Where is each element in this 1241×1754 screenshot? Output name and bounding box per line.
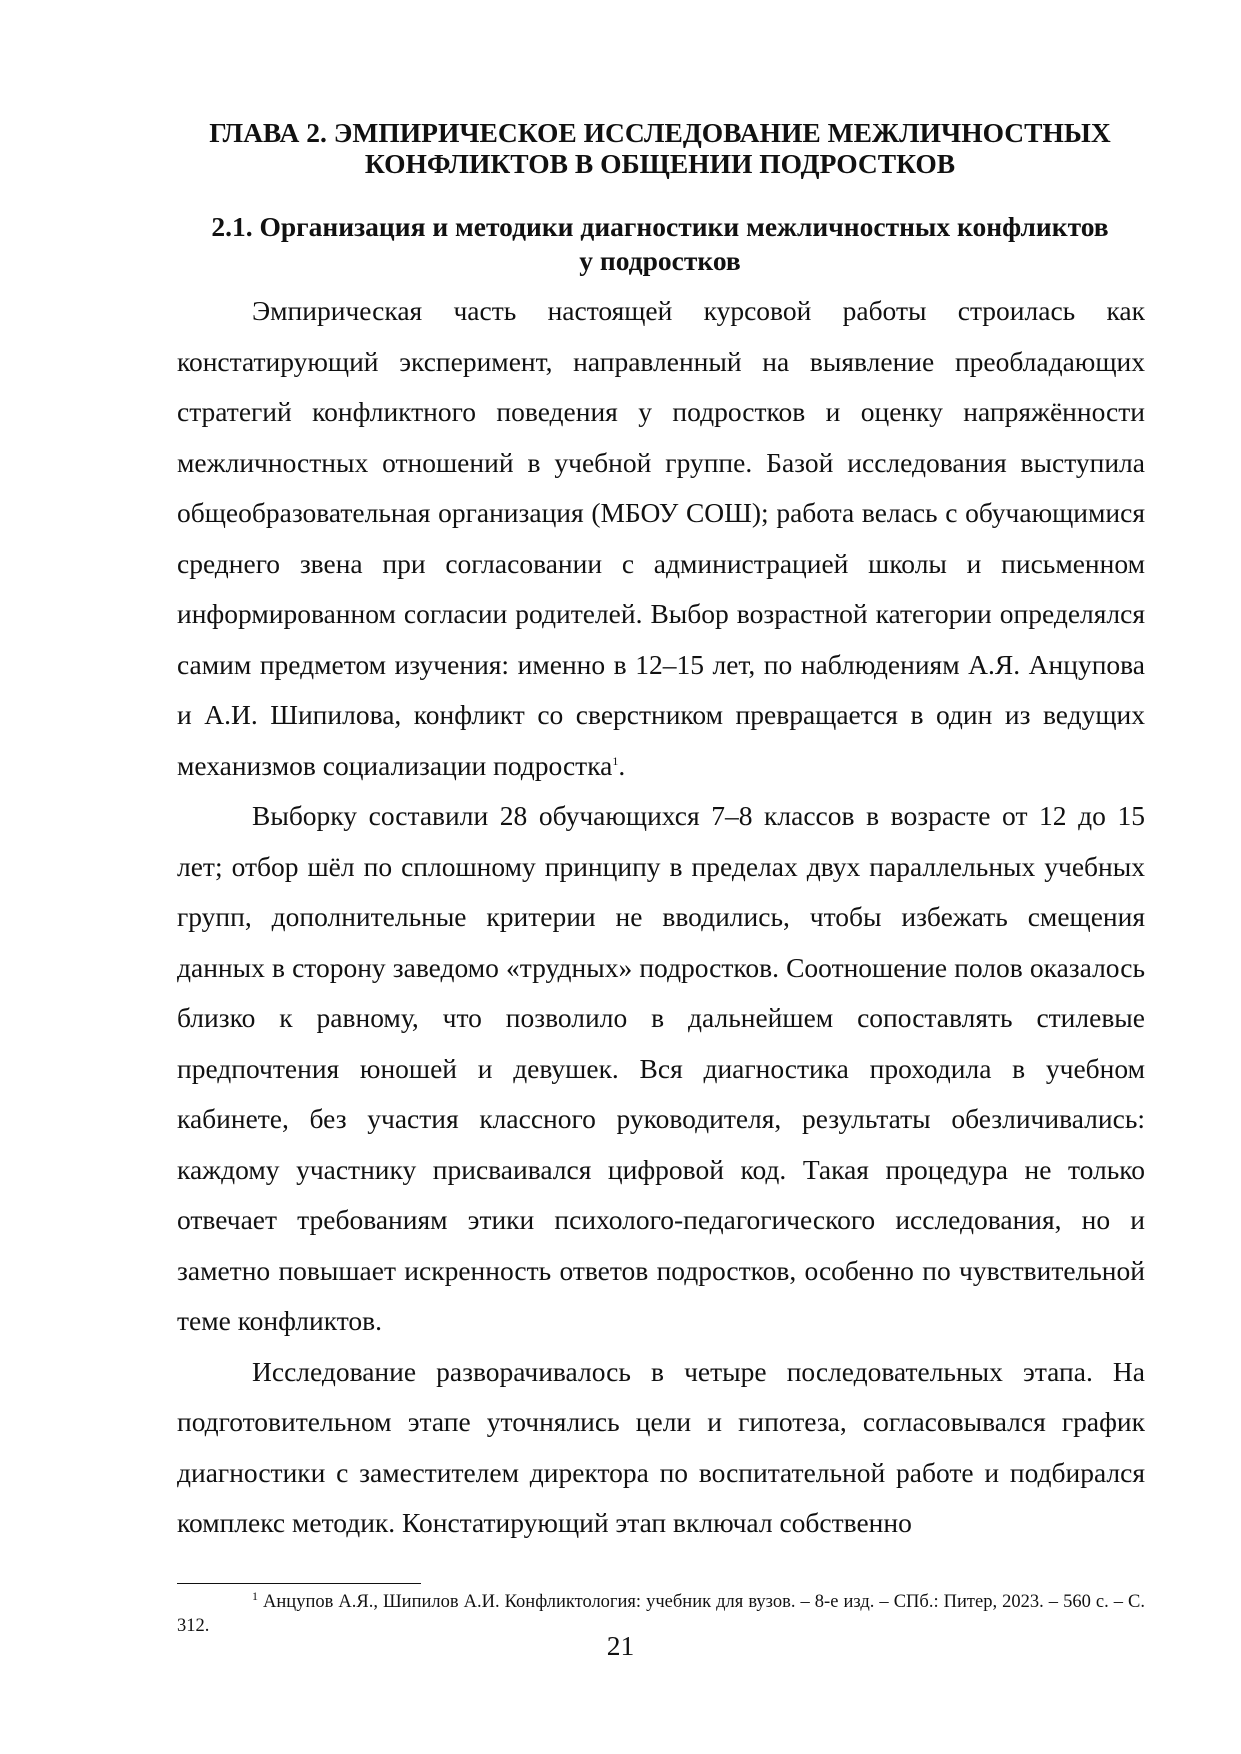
paragraph-1-end: . [618,749,626,781]
footnote-number: 1 [252,1588,258,1603]
footnote-separator [177,1583,421,1584]
section-title-line-2: у подростков [579,245,741,276]
chapter-title-line-1: ГЛАВА 2. ЭМПИРИЧЕСКОЕ ИССЛЕДОВАНИЕ МЕЖЛИЧНОСТНЫХ [209,117,1111,148]
section-title [170,210,1150,278]
paragraph-1 [177,286,1145,791]
paragraph-1-text: Эмпирическая часть настоящей курсовой работы строилась как констатирующий эксперимент, направленный на выявление преобладающих стратегий конфликтного поведения у подростков и оценку напряжённости межличностных отношений в учебной группе. Базой исследования выступила общеобразовательная организация (МБОУ СОШ); работа велась с обучающимися среднего звена при согласовании с администрацией школы и письменном информированном согласии родителей. Выбор возрастной категории определялся самим предметом изучения: именно в 12–15 лет, по наблюдениям А.Я. Анцупова и А.И. Шипилова, конфликт со сверстником превращается в один из ведущих механизмов социализации подростка [177,295,1145,781]
paragraph-2: Выборку составили 28 обучающихся 7–8 классов в возрасте от 12 до 15 лет; отбор шёл по сплошному принципу в пределах двух параллельных учебных групп, дополнительные критерии не вводились, чтобы избежать смещения данных в сторону заведомо «трудных» подростков. Соотношение полов оказалось близко к равному, что позволило в дальнейшем сопоставлять стилевые предпочтения юношей и девушек. Вся диагностика проходила в учебном кабинете, без участия классного руководителя, результаты обезличивались: каждому участнику присваивался цифровой код. Такая процедура не только отвечает требованиям этики психолого-педагогического исследования, но и заметно повышает искренность ответов подростков, особенно по чувствительной теме конфликтов. [177,800,1145,1336]
section-title-line-1: 2.1. Организация и методики диагностики межличностных конфликтов [211,211,1109,242]
footnote-text: Анцупов А.Я., Шипилов А.И. Конфликтология: учебник для вузов. – 8-е изд. – СПб.: Питер, 2023. – 560 с. – С. 312. [177,1592,1145,1636]
body-text [177,286,1145,1549]
chapter-title-line-2: КОНФЛИКТОВ В ОБЩЕНИИ ПОДРОСТКОВ [364,148,956,179]
footnote-reference[interactable]: 1 [612,753,619,768]
chapter-title [170,117,1150,179]
page-number: 21 [606,1630,635,1661]
paragraph-3: Исследование разворачивалось в четыре последовательных этапа. На подготовительном этапе уточнялись цели и гипотеза, согласовывался график диагностики с заместителем директора по воспитательной работе и подбирался комплекс методик. Констатирующий этап включал собственно [177,1355,1145,1538]
